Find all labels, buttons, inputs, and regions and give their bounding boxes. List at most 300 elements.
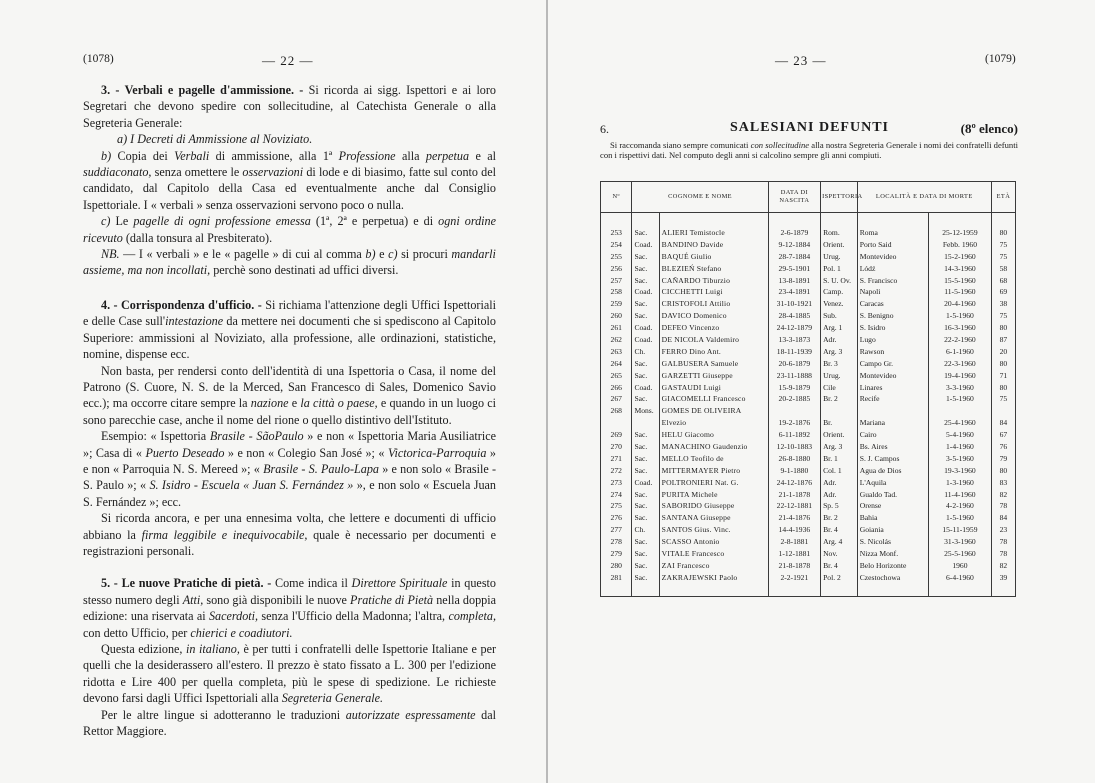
section-5-title: Le nuove Pratiche di pietà. - [121, 576, 272, 591]
row-title: Sac. [632, 298, 659, 310]
s5-p2-ital2: Segreteria Generale. [281, 691, 384, 706]
row-title: Sac. [632, 275, 659, 287]
row-province: Arg. 3 [821, 441, 858, 453]
row-number: 280 [601, 560, 632, 572]
table-row [601, 275, 1016, 287]
s4-p1-pre: Si richiama l'attenzione degli Uffici Ispettoriali e delle Case sull' [83, 297, 496, 329]
row-birthdate: 2-8-1881 [768, 536, 820, 548]
row-number: 276 [601, 512, 632, 524]
row-province: Adr. [821, 334, 858, 346]
s4-p2-ital2: la città o paese, [300, 396, 378, 411]
row-province: Pol. 1 [821, 263, 858, 275]
row-age: 80 [991, 322, 1015, 334]
row-province: Sub. [821, 310, 858, 322]
row-name: GALBUSERA Samuele [659, 358, 768, 370]
row-death-date: 6-4-1960 [928, 572, 991, 596]
right-bracket-page-number: (1079) [985, 53, 1016, 65]
s5-p1-ital5: completa, [448, 609, 496, 624]
section-4-p1 [83, 297, 496, 363]
table-row [601, 346, 1016, 358]
row-title: Coad. [632, 286, 659, 298]
table-row [601, 405, 1016, 417]
row-title: Sac. [632, 560, 659, 572]
row-province: Br. 3 [821, 358, 858, 370]
row-birthdate: 21-8-1878 [768, 560, 820, 572]
row-name: DEFEO Vincenzo [659, 322, 768, 334]
row-title: Coad. [632, 477, 659, 489]
row-death-place: S. J. Campos [857, 453, 928, 465]
row-number: 259 [601, 298, 632, 310]
row-birthdate: 12-10-1883 [768, 441, 820, 453]
row-death-date: 15-2-1960 [928, 251, 991, 263]
table-row [601, 213, 1016, 239]
row-death-date: 3-5-1960 [928, 453, 991, 465]
row-death-place: Bs. Aires [857, 441, 928, 453]
row-province: Br. [821, 417, 858, 429]
table-row [601, 500, 1016, 512]
row-name: SCASSO Antonio [659, 536, 768, 548]
table-row [601, 263, 1016, 275]
nb-label: NB. [101, 247, 120, 262]
row-name: MANACHINO Gaudenzio [659, 441, 768, 453]
left-column-text [83, 82, 496, 739]
header-province: ISPETTORIA [821, 182, 858, 213]
row-age: 23 [991, 524, 1015, 536]
row-name: GARZETTI Giuseppe [659, 370, 768, 382]
item-b-pre: Copia dei [117, 148, 168, 163]
row-province: Pol. 2 [821, 572, 858, 596]
row-province: Adr. [821, 477, 858, 489]
row-name: ALIERI Temistocle [659, 213, 768, 239]
row-age: 78 [991, 500, 1015, 512]
row-number: 263 [601, 346, 632, 358]
row-death-place: Porto Said [857, 239, 928, 251]
row-province: Camp. [821, 286, 858, 298]
row-death-place: Napoli [857, 286, 928, 298]
table-row [601, 524, 1016, 536]
row-title: Sac. [632, 572, 659, 596]
nb-c: c) [388, 247, 398, 262]
row-age: 80 [991, 465, 1015, 477]
row-province: Orient. [821, 429, 858, 441]
row-title: Coad. [632, 382, 659, 394]
table-row [601, 548, 1016, 560]
row-death-date: 25-5-1960 [928, 548, 991, 560]
row-number: 275 [601, 500, 632, 512]
row-death-place [857, 405, 928, 417]
row-death-date: 20-4-1960 [928, 298, 991, 310]
row-death-date: 1-5-1960 [928, 512, 991, 524]
row-age: 69 [991, 286, 1015, 298]
item-a-text: I Decreti di Ammissione al Noviziato. [130, 132, 313, 147]
row-title: Sac. [632, 213, 659, 239]
table-row [601, 286, 1016, 298]
row-number: 277 [601, 524, 632, 536]
row-death-place: S. Francisco [857, 275, 928, 287]
row-province: Br. 4 [821, 560, 858, 572]
table-row [601, 251, 1016, 263]
section-6-number: 6. [600, 122, 609, 136]
row-age: 71 [991, 370, 1015, 382]
row-province: Adr. [821, 489, 858, 501]
row-birthdate: 21-1-1878 [768, 489, 820, 501]
item-c-pre: Le [115, 214, 129, 229]
row-title: Sac. [632, 548, 659, 560]
row-name: GOMES DE OLIVEIRA [659, 405, 768, 417]
table-row [601, 572, 1016, 596]
table-header-row [601, 182, 1016, 213]
s5-p2-ital1: in italiano, [186, 642, 240, 656]
s4-p2-end: e quando in un luogo ci sono parecchie case, anche il nome del rione o quello distintivo dell'Istituto. [83, 396, 496, 427]
row-number: 278 [601, 536, 632, 548]
row-death-date: 5-4-1960 [928, 429, 991, 441]
header-age: ETÀ [991, 182, 1015, 213]
item-c-ital: pagelle di ogni professione emessa [133, 214, 311, 229]
row-death-place: Linares [857, 382, 928, 394]
row-birthdate: 23-4-1891 [768, 286, 820, 298]
section-5-number: 5. - [101, 576, 118, 591]
row-province: Orient. [821, 239, 858, 251]
s5-p1-mid2: sono già disponibili le nuove [206, 592, 347, 607]
item-b-label: b) [101, 148, 112, 163]
s4-p3-ital5: S. Isidro - Escuela « Juan S. Fernández » [149, 478, 354, 493]
table-body [601, 213, 1016, 597]
table-row [601, 536, 1016, 548]
row-title: Sac. [632, 251, 659, 263]
row-death-place: S. Nicolás [857, 536, 928, 548]
s4-p2-mid: e [291, 396, 298, 411]
nb-pre: — I « verbali » e le « pagelle » di cui al comma [123, 247, 362, 262]
row-number: 255 [601, 251, 632, 263]
row-age: 78 [991, 536, 1015, 548]
row-age: 82 [991, 560, 1015, 572]
s5-p1-ital2: Atti, [182, 592, 204, 607]
row-number: 253 [601, 213, 632, 239]
row-death-date: 1-4-1960 [928, 441, 991, 453]
header-name: COGNOME E NOME [632, 182, 768, 213]
row-birthdate: 22-12-1881 [768, 500, 820, 512]
intro-end: alla nostra Segreteria Generale i nomi dei confratelli defunti con i rispettivi dati. Nel computo degli anni si calcolino sempre gli anni compiuti. [600, 140, 1018, 161]
row-province: Urug. [821, 370, 858, 382]
table-row [601, 560, 1016, 572]
intro-pre: Si raccomanda siano sempre comunicati [610, 140, 749, 150]
row-province: Br. 2 [821, 393, 858, 405]
row-title: Sac. [632, 441, 659, 453]
section-5-p3 [83, 707, 496, 740]
spacer [83, 279, 496, 297]
row-birthdate: 18-11-1939 [768, 346, 820, 358]
row-province: Venez. [821, 298, 858, 310]
s5-p1-pre: Come indica il [275, 576, 348, 591]
row-number: 257 [601, 275, 632, 287]
section-3-title: Verbali e pagelle d'ammissione. - [124, 83, 304, 97]
section-6-title: SALESIANI DEFUNTI [730, 120, 889, 135]
row-number: 269 [601, 429, 632, 441]
s5-p1-ital6: chierici e coadiutori. [190, 625, 293, 640]
row-birthdate: 6-11-1892 [768, 429, 820, 441]
s5-p1-ital4: Sacerdoti, [208, 609, 259, 624]
row-birthdate: 2-2-1921 [768, 572, 820, 596]
row-age: 84 [991, 417, 1015, 429]
s5-p1-mid5: con detto Ufficio, per [83, 625, 188, 640]
section-4-p3 [83, 428, 496, 510]
row-birthdate: 20-2-1885 [768, 393, 820, 405]
row-death-date: 4-2-1960 [928, 500, 991, 512]
s5-p1-ital3: Pratiche di Pietà [350, 592, 434, 607]
row-name: GIACOMELLI Francesco [659, 393, 768, 405]
row-title: Mons. [632, 405, 659, 417]
row-province: Col. 1 [821, 465, 858, 477]
row-name: MITTERMAYER Pietro [659, 465, 768, 477]
row-province: Arg. 3 [821, 346, 858, 358]
section-6-intro [600, 140, 1018, 160]
s4-p1-end: da mettere nei documenti che si spediscono al Capitolo Superiore: ammissioni al Noviziato, alla professione, alle ordinazioni, statistiche, nomine, dispense ecc. [83, 314, 496, 362]
row-title: Sac. [632, 370, 659, 382]
row-name: DE NICOLA Valdemiro [659, 334, 768, 346]
row-number: 260 [601, 310, 632, 322]
row-name: Elvezio [659, 417, 768, 429]
left-bracket-page-number: (1078) [83, 53, 114, 65]
table-row [601, 489, 1016, 501]
row-title [632, 417, 659, 429]
row-number: 274 [601, 489, 632, 501]
s4-p1-ital: intestazione [165, 314, 224, 329]
row-province: Arg. 4 [821, 536, 858, 548]
row-age: 39 [991, 572, 1015, 596]
row-death-place: Montevideo [857, 251, 928, 263]
row-name: CAÑARDO Tiburzio [659, 275, 768, 287]
table-row [601, 310, 1016, 322]
row-title: Sac. [632, 536, 659, 548]
row-number: 272 [601, 465, 632, 477]
row-death-place: Agua de Dios [857, 465, 928, 477]
row-birthdate: 19-2-1876 [768, 417, 820, 429]
s5-p2-pre: Questa edizione, [101, 642, 183, 656]
row-age: 80 [991, 382, 1015, 394]
row-death-date: 1960 [928, 560, 991, 572]
row-name: SANTANA Giuseppe [659, 512, 768, 524]
row-birthdate: 28-7-1884 [768, 251, 820, 263]
row-number: 256 [601, 263, 632, 275]
row-province: Rom. [821, 213, 858, 239]
row-death-date: 22-3-1960 [928, 358, 991, 370]
row-death-date: 16-3-1960 [928, 322, 991, 334]
section-4-p2 [83, 363, 496, 429]
row-death-place: Caracas [857, 298, 928, 310]
row-death-place: Nizza Monf. [857, 548, 928, 560]
row-number: 271 [601, 453, 632, 465]
row-number: 264 [601, 358, 632, 370]
s4-p3-end: », e non solo « Escuela Juan S. Fernández »; ecc. [83, 478, 496, 509]
row-age: 79 [991, 453, 1015, 465]
row-number: 268 [601, 405, 632, 417]
item-b-mid3: e al [475, 148, 496, 163]
row-death-date: 1-3-1960 [928, 477, 991, 489]
row-death-place: S. Benigno [857, 310, 928, 322]
table-row [601, 512, 1016, 524]
row-number: 262 [601, 334, 632, 346]
row-age: 80 [991, 358, 1015, 370]
row-province: Br. 4 [821, 524, 858, 536]
row-death-place: L'Aquila [857, 477, 928, 489]
section-4-number: 4. - [101, 297, 118, 312]
row-birthdate: 15-9-1879 [768, 382, 820, 394]
row-death-place: S. Isidro [857, 322, 928, 334]
row-age: 20 [991, 346, 1015, 358]
row-birthdate: 24-12-1879 [768, 322, 820, 334]
row-birthdate: 26-8-1880 [768, 453, 820, 465]
row-death-place: Goiania [857, 524, 928, 536]
row-title: Ch. [632, 346, 659, 358]
left-page-number: — 22 — [262, 53, 314, 68]
s4-p3-mid2: » e non « Colegio San José »; « [227, 445, 385, 460]
s4-p3-ital1: Brasile - SãoPaulo [209, 429, 304, 444]
nb-end: perchè sono destinati ad uffici diversi. [213, 263, 399, 278]
row-title: Sac. [632, 263, 659, 275]
row-name: CRISTOFOLI Attilio [659, 298, 768, 310]
s4-p3-mid3: » e non « Parroquia N. S. Mereed »; « [83, 445, 496, 476]
row-number: 273 [601, 477, 632, 489]
item-b-mid4: senza omettere le [154, 165, 240, 180]
row-name: HELU Giacomo [659, 429, 768, 441]
row-province: Nov. [821, 548, 858, 560]
row-death-place: Mariana [857, 417, 928, 429]
item-b-sudd: suddiaconato, [83, 165, 152, 180]
row-title: Ch. [632, 524, 659, 536]
row-birthdate: 24-12-1876 [768, 477, 820, 489]
table-row [601, 429, 1016, 441]
table-row [601, 322, 1016, 334]
row-birthdate: 21-4-1876 [768, 512, 820, 524]
row-age: 75 [991, 393, 1015, 405]
row-age: 83 [991, 477, 1015, 489]
row-name: DAVICO Domenico [659, 310, 768, 322]
table-row [601, 417, 1016, 429]
table-row [601, 441, 1016, 453]
row-number [601, 417, 632, 429]
row-age: 58 [991, 263, 1015, 275]
item-b-end: di lode e di biasimo, fatte sul conto del candidato, dal Capitolo della Casa ed eventualmente anche dal Consiglio Ispettoriale. I « verbali » senza osservazioni servono poco o nulla. [83, 165, 496, 212]
row-number: 254 [601, 239, 632, 251]
item-a-label: a) [117, 132, 128, 147]
section-3-intro-text: Si ricorda ai sigg. Ispettori e ai loro Segretari che devono spedire con sollecitudine, al Catechista Generale o alla Segreteria Generale: [83, 83, 496, 130]
s4-p3-ital4: Brasile - S. Paulo-Lapa [263, 461, 379, 476]
section-5-p1 [83, 575, 496, 641]
row-death-place: Recife [857, 393, 928, 405]
section-3-item-a [83, 131, 496, 147]
item-b-oss: osservazioni [242, 165, 304, 180]
row-death-place: Gualdo Tad. [857, 489, 928, 501]
row-death-date: 11-5-1960 [928, 286, 991, 298]
section-4-title: Corrispondenza d'ufficio. - [121, 297, 262, 312]
section-3-nb [83, 246, 496, 279]
row-age: 84 [991, 512, 1015, 524]
row-death-place: Montevideo [857, 370, 928, 382]
row-province: Urug. [821, 251, 858, 263]
row-number: 261 [601, 322, 632, 334]
row-title: Coad. [632, 239, 659, 251]
table-row [601, 453, 1016, 465]
row-age: 75 [991, 251, 1015, 263]
deceased-table [600, 181, 1016, 597]
row-name: BAQUÉ Giulio [659, 251, 768, 263]
row-birthdate: 31-10-1921 [768, 298, 820, 310]
s5-p1-mid1: in questo stesso numero degli [83, 576, 496, 607]
row-age: 75 [991, 310, 1015, 322]
s4-p4-ital: firma leggibile e inequivocabile, [141, 527, 308, 542]
row-death-date: 1-5-1960 [928, 393, 991, 405]
row-death-place: Orense [857, 500, 928, 512]
spacer [83, 559, 496, 575]
s5-p3-pre: Per le altre lingue si adotteranno le traduzioni [101, 707, 341, 722]
s5-p1-mid4: senza l'Ufficio della Madonna; l'altra, [261, 609, 446, 624]
section-3-intro [83, 82, 496, 131]
row-province: Cile [821, 382, 858, 394]
table-row [601, 465, 1016, 477]
row-death-date: 3-3-1960 [928, 382, 991, 394]
item-c-mid: (1ª, 2ª e perpetua) e di [315, 214, 434, 229]
row-death-place: Czestochowa [857, 572, 928, 596]
row-title: Coad. [632, 322, 659, 334]
header-number: Nº [601, 182, 632, 213]
right-page-number: — 23 — [775, 53, 827, 68]
s4-p4-end: quale è necessario per documenti e registrazioni personali. [83, 527, 496, 558]
row-name: FERRO Dino Ant. [659, 346, 768, 358]
row-age: 76 [991, 441, 1015, 453]
s4-p3-ital2: Puerto Deseado [145, 445, 225, 460]
s4-p3-pre: Esempio: « Ispettoria [101, 429, 207, 444]
row-province: Br. 2 [821, 512, 858, 524]
row-province [821, 405, 858, 417]
row-title: Sac. [632, 512, 659, 524]
item-c-label: c) [101, 214, 111, 229]
row-title: Sac. [632, 465, 659, 477]
row-name: BLEZIEŃ Stefano [659, 263, 768, 275]
row-death-date [928, 405, 991, 417]
row-birthdate: 1-12-1881 [768, 548, 820, 560]
row-death-date: Febb. 1960 [928, 239, 991, 251]
row-death-date: 1-5-1960 [928, 310, 991, 322]
row-name: PURITA Michele [659, 489, 768, 501]
section-3-number: 3. - [101, 83, 120, 97]
row-birthdate: 13-3-1873 [768, 334, 820, 346]
row-number: 279 [601, 548, 632, 560]
row-age: 78 [991, 548, 1015, 560]
row-death-date: 31-3-1960 [928, 536, 991, 548]
s4-p4-pre: Si ricorda ancora, e per una ennesima volta, che lettere e documenti di ufficio abbiano la [83, 511, 496, 542]
row-death-date: 15-5-1960 [928, 275, 991, 287]
row-death-date: 6-1-1960 [928, 346, 991, 358]
row-age: 38 [991, 298, 1015, 310]
row-death-place: Campo Gr. [857, 358, 928, 370]
item-b-mid2: alla [401, 148, 420, 163]
row-death-date: 11-4-1960 [928, 489, 991, 501]
row-name: GASTAUDI Luigi [659, 382, 768, 394]
row-title: Sac. [632, 393, 659, 405]
row-birthdate: 20-6-1879 [768, 358, 820, 370]
row-death-date: 15-11-1959 [928, 524, 991, 536]
row-number: 267 [601, 393, 632, 405]
row-name: POLTRONIERI Nat. G. [659, 477, 768, 489]
s4-p2-pre: Non basta, per rendersi conto dell'identità di una Ispettoria o Casa, il nome del Patrono (S. Cuore, N. S. de la Merced, San Francesco di Sales, Domenico Savio ecc.); ma occorre citare sempre la [83, 363, 496, 411]
row-death-date: 19-3-1960 [928, 465, 991, 477]
s4-p3-ital3: Victorica-Parroquia [387, 445, 487, 460]
row-birthdate: 14-4-1936 [768, 524, 820, 536]
nb-ital: mandarli assieme, ma non incollati, [83, 247, 496, 278]
section-3-item-c [83, 213, 496, 246]
row-number: 265 [601, 370, 632, 382]
row-province: Br. 1 [821, 453, 858, 465]
